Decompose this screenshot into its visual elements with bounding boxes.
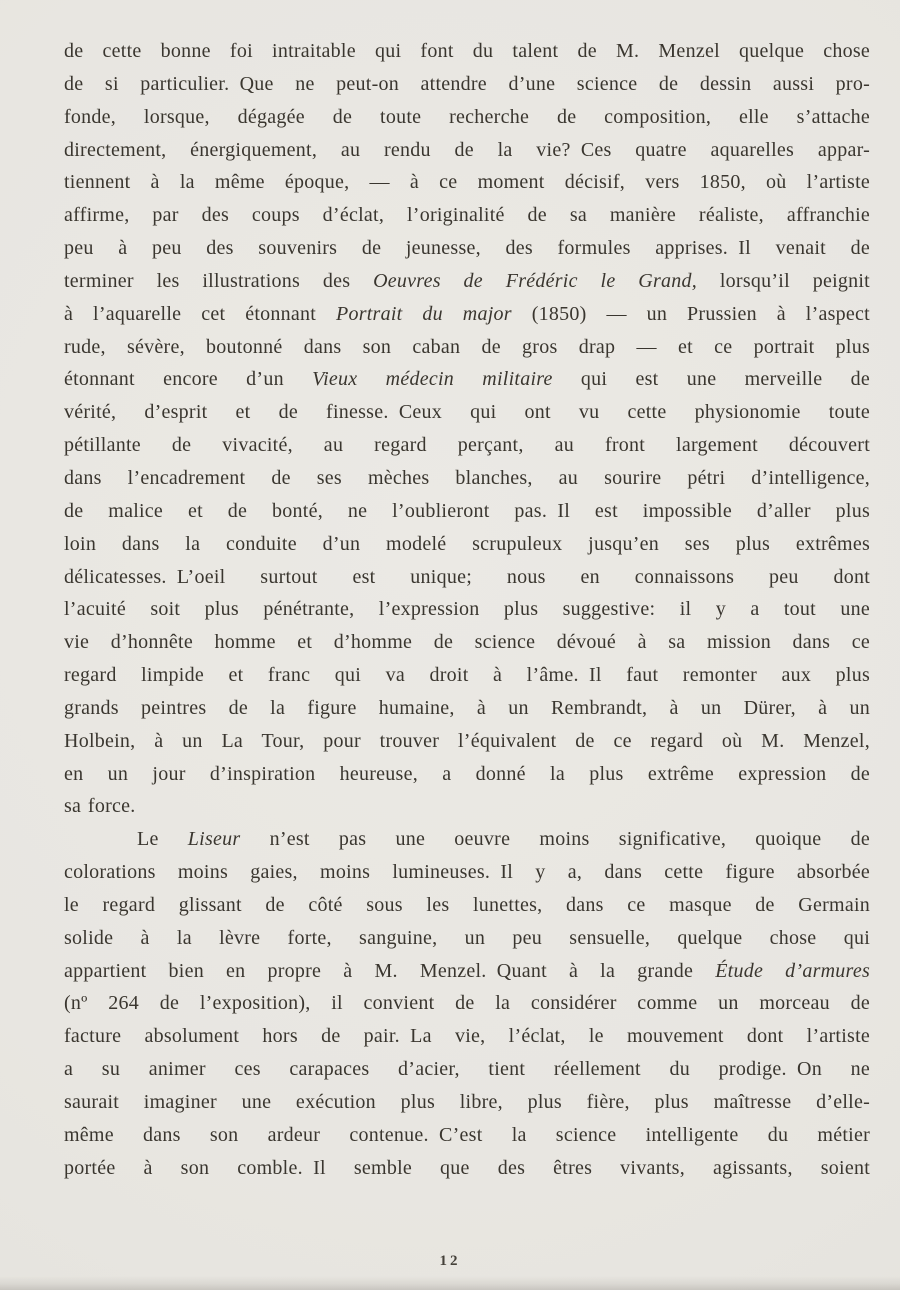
text-line [64,199,870,232]
italic-run: Portrait du major [335,302,512,325]
text-run: rude, sévère, boutonné dans son caban de gros drap — et ce portrait plus [64,335,870,358]
text-run: Holbein, à un La Tour, pour trouver l’équivalent de ce regard où M. Menzel, [64,729,870,752]
paragraph [64,35,870,823]
text-run: pétillante de vivacité, au regard perçant, au front largement découvert [64,434,870,457]
text-run: de si particulier. Que ne peut-on attendre d’une science de dessin aussi pro- [64,72,870,95]
text-line [64,363,870,396]
text-line [64,561,870,594]
text-run: vie d’honnête homme et d’homme de science dévoué à sa mission dans ce [64,631,870,654]
text-line [64,987,870,1020]
text-line [64,101,870,134]
text-line [64,922,870,955]
text-line [64,1053,870,1086]
italic-run: Oeuvres de Frédéric le Grand, [373,269,698,292]
text-run: (1850) — un Prussien à l’aspect [511,302,870,325]
italic-run: Liseur [187,828,241,851]
text-line [64,725,870,758]
text-line [64,298,870,331]
text-line [64,593,870,626]
text-line [64,626,870,659]
text-line [64,856,870,889]
text-run: de cette bonne foi intraitable qui font du talent de M. Menzel quelque chose [64,40,870,62]
text-line [64,692,870,725]
paragraph [64,823,870,1184]
text-run: fonde, lorsque, dégagée de toute recherche de composition, elle s’attache [64,105,870,128]
text-run: même dans son ardeur contenue. C’est la science intelligente du métier [64,1123,870,1146]
page-text [64,35,870,1185]
text-line [64,232,870,265]
text-run: appartient bien en propre à M. Menzel. Quant à la grande [64,959,716,982]
text-run: de malice et de bonté, ne l’oublieront pas. Il est impossible d’aller plus [64,499,870,522]
text-run: vérité, d’esprit et de finesse. Ceux qui ont vu cette physionomie toute [64,401,870,424]
text-line [64,1086,870,1119]
text-line [64,823,870,856]
text-run: délicatesses. L’oeil surtout est unique; nous en connaissons peu dont [64,565,870,588]
text-run: regard limpide et franc qui va droit à l’âme. Il faut remonter aux plus [64,664,870,687]
text-run: saurait imaginer une exécution plus libre, plus fière, plus maîtresse d’elle- [64,1091,870,1113]
page-number: 12 [439,1253,461,1269]
text-run: étonnant encore d’un [64,368,313,391]
text-run: qui est une merveille de [552,368,870,391]
text-line [64,1119,870,1152]
text-line [64,758,870,791]
text-line [64,659,870,692]
text-line [64,35,870,68]
text-run: solide à la lèvre forte, sanguine, un peu sensuelle, quelque chose qui [64,926,870,949]
text-line [64,495,870,528]
text-run: directement, énergiquement, au rendu de la vie? Ces quatre aquarelles appar- [64,138,870,161]
text-line [64,166,870,199]
text-run: à l’aquarelle cet étonnant [64,302,336,325]
text-run: peu à peu des souvenirs de jeunesse, des formules apprises. Il venait de [64,237,870,260]
text-run: colorations moins gaies, moins lumineuses. Il y a, dans cette figure absorbée [64,861,870,884]
text-run: l’acuité soit plus pénétrante, l’expression plus suggestive: il y a tout une [64,598,870,621]
text-run: facture absolument hors de pair. La vie, l’éclat, le mouvement dont l’artiste [64,1025,870,1048]
text-line [64,528,870,561]
text-line [64,331,870,364]
text-line [64,134,870,167]
text-line [64,462,870,495]
text-run: n’est pas une oeuvre moins significative, quoique de [240,828,870,851]
italic-run: Étude d’armures [715,959,870,982]
text-line [64,955,870,988]
text-run: lorsqu’il peignit [697,269,870,292]
text-run: dans l’encadrement de ses mèches blanches, au sourire pétri d’intelligence, [64,466,870,489]
italic-run: Vieux médecin militaire [312,368,553,391]
text-line [64,1152,870,1185]
text-run: affirme, par des coups d’éclat, l’originalité de sa manière réaliste, affranchie [64,204,870,227]
text-line [64,429,870,462]
text-run: (nº 264 de l’exposition), il convient de la considérer comme un morceau de [64,992,870,1015]
text-line [64,265,870,298]
text-run: a su animer ces carapaces d’acier, tient réellement du prodige. On ne [64,1058,870,1081]
text-run: sa force. [64,795,136,818]
text-run: Le [137,828,188,851]
text-run: loin dans la conduite d’un modelé scrupuleux jusqu’en ses plus extrêmes [64,532,870,555]
text-run: en un jour d’inspiration heureuse, a donné la plus extrême expression de [64,762,870,785]
text-run: terminer les illustrations des [64,269,374,292]
text-line [64,396,870,429]
text-line [64,889,870,922]
text-line [64,790,870,823]
text-run: tiennent à la même époque, — à ce moment décisif, vers 1850, où l’artiste [64,171,870,194]
text-run: portée à son comble. Il semble que des êtres vivants, agissants, soient [64,1156,870,1179]
text-run: le regard glissant de côté sous les lunettes, dans ce masque de Germain [64,893,870,916]
text-line [64,68,870,101]
text-run: grands peintres de la figure humaine, à un Rembrandt, à un Dürer, à un [64,696,870,719]
text-line [64,1020,870,1053]
